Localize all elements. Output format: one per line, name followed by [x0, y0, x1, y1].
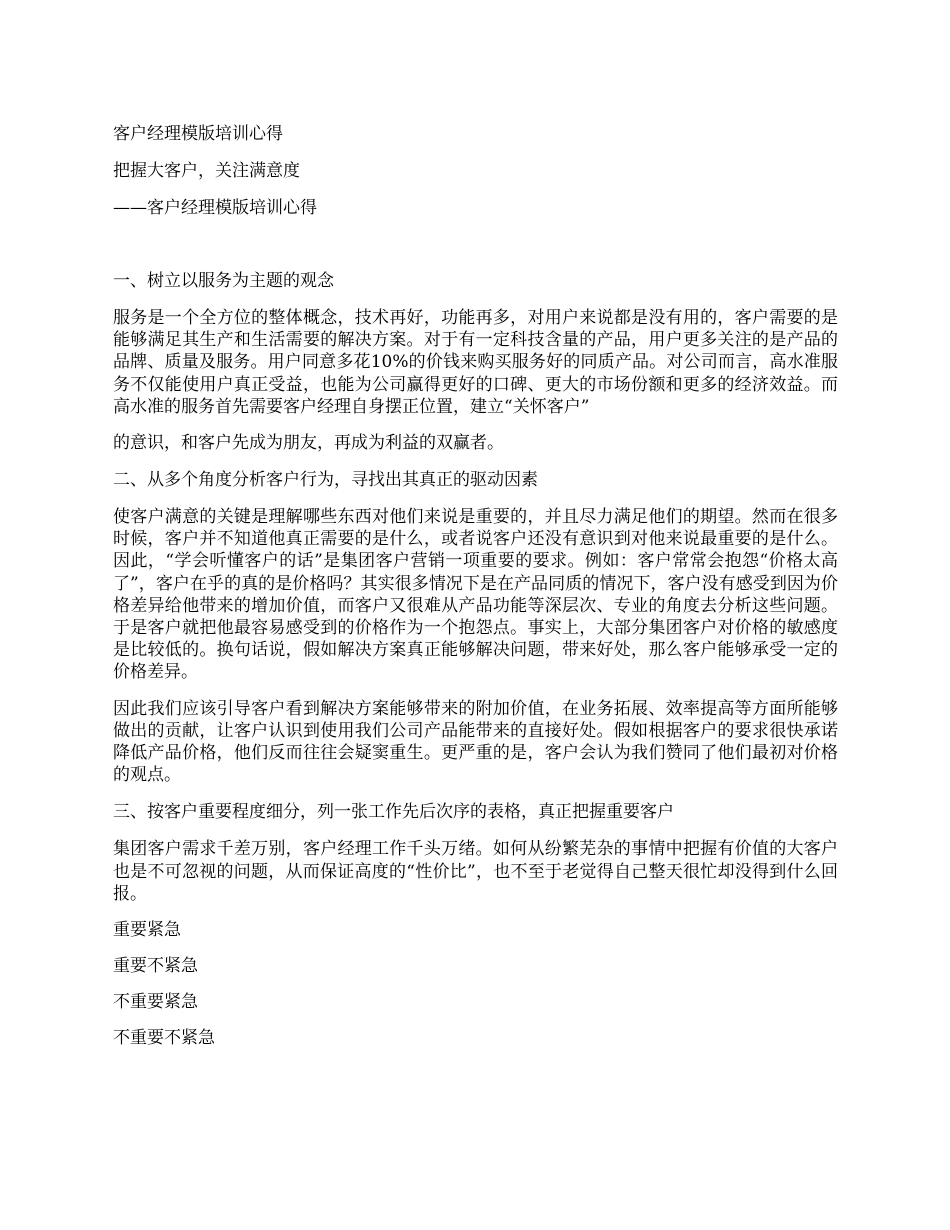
document-byline: ——客户经理模版培训心得: [113, 198, 317, 218]
section3-paragraph1: 集团客户需求千差万别，客户经理工作千头万绪。如何从纷繁芜杂的事情中把握有价值的大客户也是不可忽视的问题，从而保证高度的“性价比”，也不至于老觉得自己整天很忙却没得到什么回报。: [113, 839, 838, 904]
priority-item-important-urgent: 重要紧急: [113, 920, 181, 941]
section1-paragraph1: 服务是一个全方位的整体概念，技术再好，功能再多，对用户来说都是没有用的，客户需要的是能够满足其生产和生活需要的解决方案。对于有一定科技含量的产品，用户更多关注的是产品的品牌、质量及服务。用户同意多花10%的价钱来购买服务好的同质产品。对公司而言，高水准服务不仅能使用户真正受益，也能为公司赢得更好的口碑、更大的市场份额和更多的经济效益。而高水准的服务首先需要客户经理自身摆正位置，建立“关怀客户”: [113, 308, 838, 417]
document-body: [113, 123, 838, 1049]
priority-item-not-important-urgent: 不重要紧急: [113, 992, 198, 1013]
section1-heading: 一、树立以服务为主题的观念: [113, 271, 334, 291]
section3-heading: 三、按客户重要程度细分，列一张工作先后次序的表格，真正把握重要客户: [113, 802, 674, 823]
section2-paragraph2: 因此我们应该引导客户看到解决方案能够带来的附加价值，在业务拓展、效率提高等方面所能够做出的贡献，让客户认识到使用我们公司产品能带来的直接好处。假如根据客户的要求很快承诺降低产品价格，他们反而往往会疑窦重生。更严重的是，客户会认为我们赞同了他们最初对价格的观点。: [113, 698, 838, 786]
section1-paragraph2: 的意识，和客户先成为朋友，再成为利益的双赢者。: [113, 433, 504, 454]
priority-item-not-important-not-urgent: 不重要不紧急: [113, 1028, 215, 1049]
section2-heading: 二、从多个角度分析客户行为，寻找出其真正的驱动因素: [113, 470, 538, 491]
document-title: 客户经理模版培训心得: [113, 124, 283, 144]
priority-item-important-not-urgent: 重要不紧急: [113, 956, 198, 977]
section2-paragraph1: 使客户满意的关键是理解哪些东西对他们来说是重要的，并且尽力满足他们的期望。然而在很多时候，客户并不知道他真正需要的是什么，或者说客户还没有意识到对他来说最重要的是什么。因此，“学会听懂客户的话”是集团客户营销一项重要的要求。例如：客户常常会抱怨“价格太高了”，客户在乎的真的是价格吗？其实很多情况下是在产品同质的情况下，客户没有感受到因为价格差异给他带来的增加价值，而客户又很难从产品功能等深层次、专业的角度去分析这些问题。于是客户就把他最容易感受到的价格作为一个抱怨点。事实上，大部分集团客户对价格的敏感度是比较低的。换句话说，假如解决方案真正能够解决问题，带来好处，那么客户能够承受一定的价格差异。: [113, 507, 838, 683]
document-subtitle: 把握大客户，关注满意度: [113, 161, 300, 181]
